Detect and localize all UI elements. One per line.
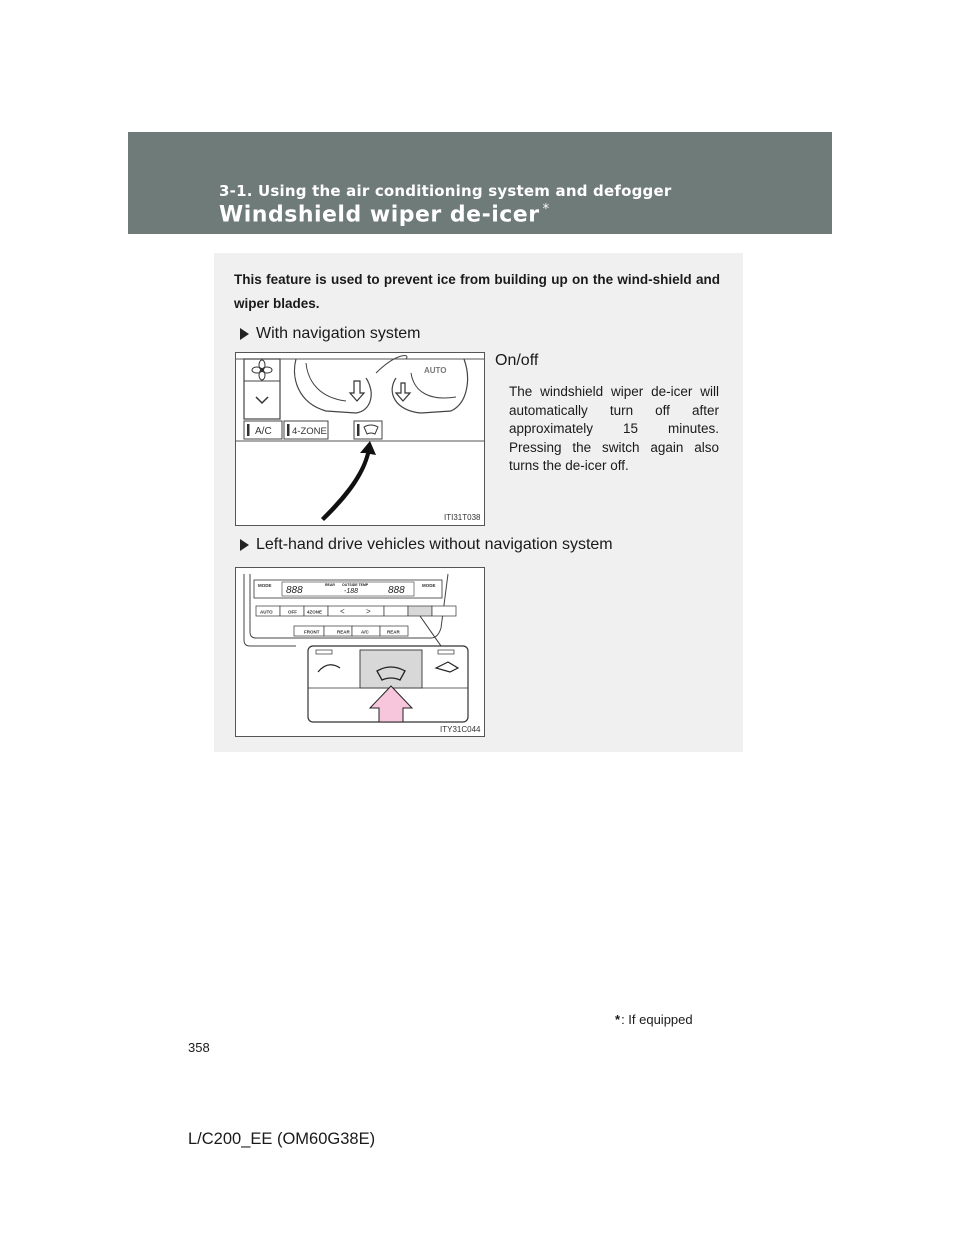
lhd-panel-figure <box>235 567 485 737</box>
deicer-highlight <box>360 650 422 688</box>
triangle-bullet-icon <box>240 328 249 340</box>
ac-button-label: A/C <box>361 629 369 635</box>
auto-label: AUTO <box>424 366 447 375</box>
lhd-section-label: Left-hand drive vehicles without navigation system <box>256 536 613 553</box>
outside-temp-label: OUTSIDE TEMP <box>342 583 369 587</box>
nav-section-label: With navigation system <box>256 325 421 342</box>
rear2-button-label: REAR <box>387 629 400 635</box>
pointer-arrow-icon <box>321 441 376 521</box>
footnote-marker: * <box>615 1012 621 1027</box>
display-right: 888 <box>388 585 405 596</box>
figure-code: ITY31C044 <box>440 725 481 734</box>
section-header <box>128 132 832 234</box>
footnote <box>615 1012 693 1027</box>
display-mid: -188 <box>344 588 359 595</box>
zone-label: 4-ZONE <box>292 426 327 437</box>
lhd-panel-illustration <box>236 568 484 736</box>
onoff-title: On/off <box>495 352 539 369</box>
figure-code: ITI31T038 <box>444 513 481 522</box>
off-button-label: OFF <box>288 609 297 615</box>
svg-text:>: > <box>366 607 371 616</box>
rear-button-label: REAR <box>337 629 350 635</box>
document-code: L/C200_EE (OM60G38E) <box>188 1130 376 1148</box>
lhd-section-bullet <box>240 536 613 554</box>
page-title-text: Windshield wiper de-icer <box>219 202 540 228</box>
section-heading: 3-1. Using the air conditioning system and defogger <box>219 182 672 200</box>
svg-text:<: < <box>340 607 345 616</box>
onoff-description: The windshield wiper de-icer will automatically turn off after approximately 15 minutes. Pressing the switch again also turns the de-icer off. <box>509 384 719 473</box>
front-button-label: FRONT <box>304 629 320 635</box>
zone-button-label: 4ZONE <box>307 609 323 615</box>
triangle-bullet-icon <box>240 539 249 551</box>
rear-display-label: REAR <box>325 583 335 587</box>
nav-section-bullet <box>240 325 421 343</box>
display-left: 888 <box>286 585 303 596</box>
ac-label: A/C <box>255 426 272 437</box>
mode-right-label: MODE <box>422 583 436 588</box>
auto-button-label: AUTO <box>260 609 273 615</box>
arrow-down-icon <box>396 383 410 401</box>
mode-left-label: MODE <box>258 583 272 588</box>
page-number: 358 <box>188 1040 210 1055</box>
content-panel <box>214 253 743 752</box>
footnote-text: : If equipped <box>621 1012 693 1027</box>
nav-panel-figure <box>235 352 485 526</box>
intro-text: This feature is used to prevent ice from building up on the wind-shield and wiper blades. <box>234 272 720 311</box>
page-title <box>219 202 550 227</box>
nav-panel-illustration <box>236 353 484 525</box>
arrow-down-icon <box>350 381 364 401</box>
equipped-marker: * <box>542 202 550 217</box>
